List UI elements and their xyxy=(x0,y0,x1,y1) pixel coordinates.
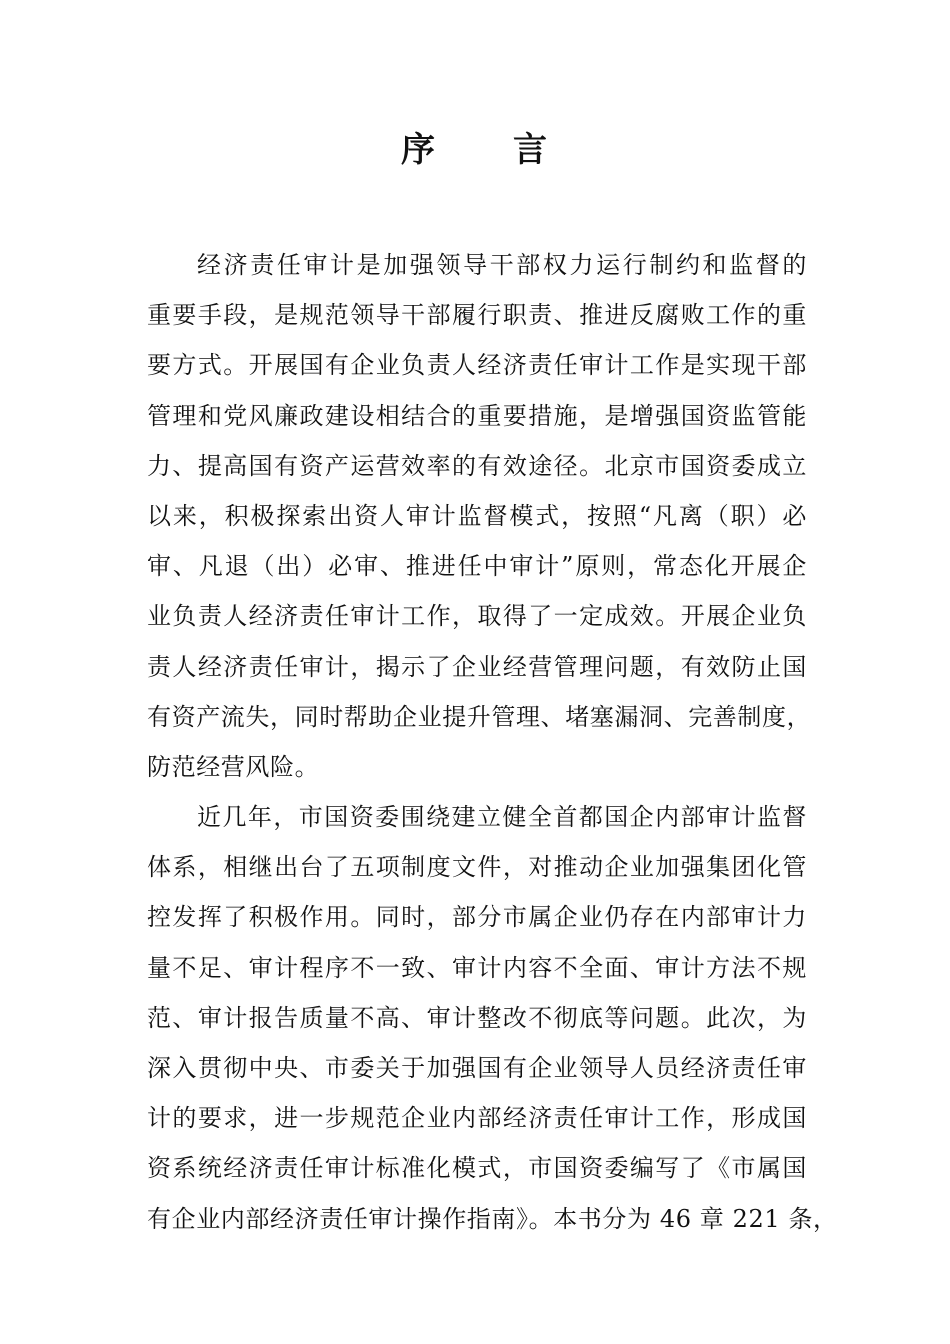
paragraph-2 xyxy=(147,792,838,1244)
text-line: 体系，相继出台了五项制度文件，对推动企业加强集团化管 xyxy=(147,853,807,882)
page-title-char-1: 序 xyxy=(401,130,437,170)
text-line: 责人经济责任审计，揭示了企业经营管理问题，有效防止国 xyxy=(147,652,807,681)
page-title-char-2: 言 xyxy=(513,130,549,170)
text-line: 有企业内部经济责任审计操作指南》。本书分为 46 章 221 条， xyxy=(147,1204,838,1233)
text-line: 控发挥了积极作用。同时，部分市属企业仍存在内部审计力 xyxy=(147,903,807,932)
text-line: 有资产流失，同时帮助企业提升管理、堵塞漏洞、完善制度， xyxy=(147,702,812,731)
text-line: 要方式。开展国有企业负责人经济责任审计工作是实现干部 xyxy=(147,351,807,380)
text-line: 近几年，市国资委围绕建立健全首都国企内部审计监督 xyxy=(197,803,807,832)
text-line: 防范经营风险。 xyxy=(147,752,320,781)
text-line: 量不足、审计程序不一致、审计内容不全面、审计方法不规 xyxy=(147,953,807,982)
text-line: 力、提高国有资产运营效率的有效途径。北京市国资委成立 xyxy=(147,451,807,480)
text-line: 计的要求，进一步规范企业内部经济责任审计工作，形成国 xyxy=(147,1104,807,1133)
text-line: 重要手段，是规范领导干部履行职责、推进反腐败工作的重 xyxy=(147,301,807,330)
text-line: 管理和党风廉政建设相结合的重要措施，是增强国资监管能 xyxy=(147,401,807,430)
text-line: 深入贯彻中央、市委关于加强国有企业领导人员经济责任审 xyxy=(147,1054,807,1082)
body-text xyxy=(147,240,838,1244)
text-line: 范、审计报告质量不高、审计整改不彻底等问题。此次，为 xyxy=(147,1003,807,1032)
text-line: 审、凡退（出）必审、推进任中审计”原则，常态化开展企 xyxy=(147,552,807,581)
text-line: 资系统经济责任审计标准化模式，市国资委编写了《市属国 xyxy=(147,1154,807,1183)
text-line: 业负责人经济责任审计工作，取得了一定成效。开展企业负 xyxy=(147,602,807,631)
page-title xyxy=(0,120,950,180)
text-line: 以来，积极探索出资人审计监督模式，按照“凡离（职）必 xyxy=(147,501,807,530)
text-line: 经济责任审计是加强领导干部权力运行制约和监督的 xyxy=(197,251,807,279)
paragraph-1 xyxy=(147,240,812,792)
